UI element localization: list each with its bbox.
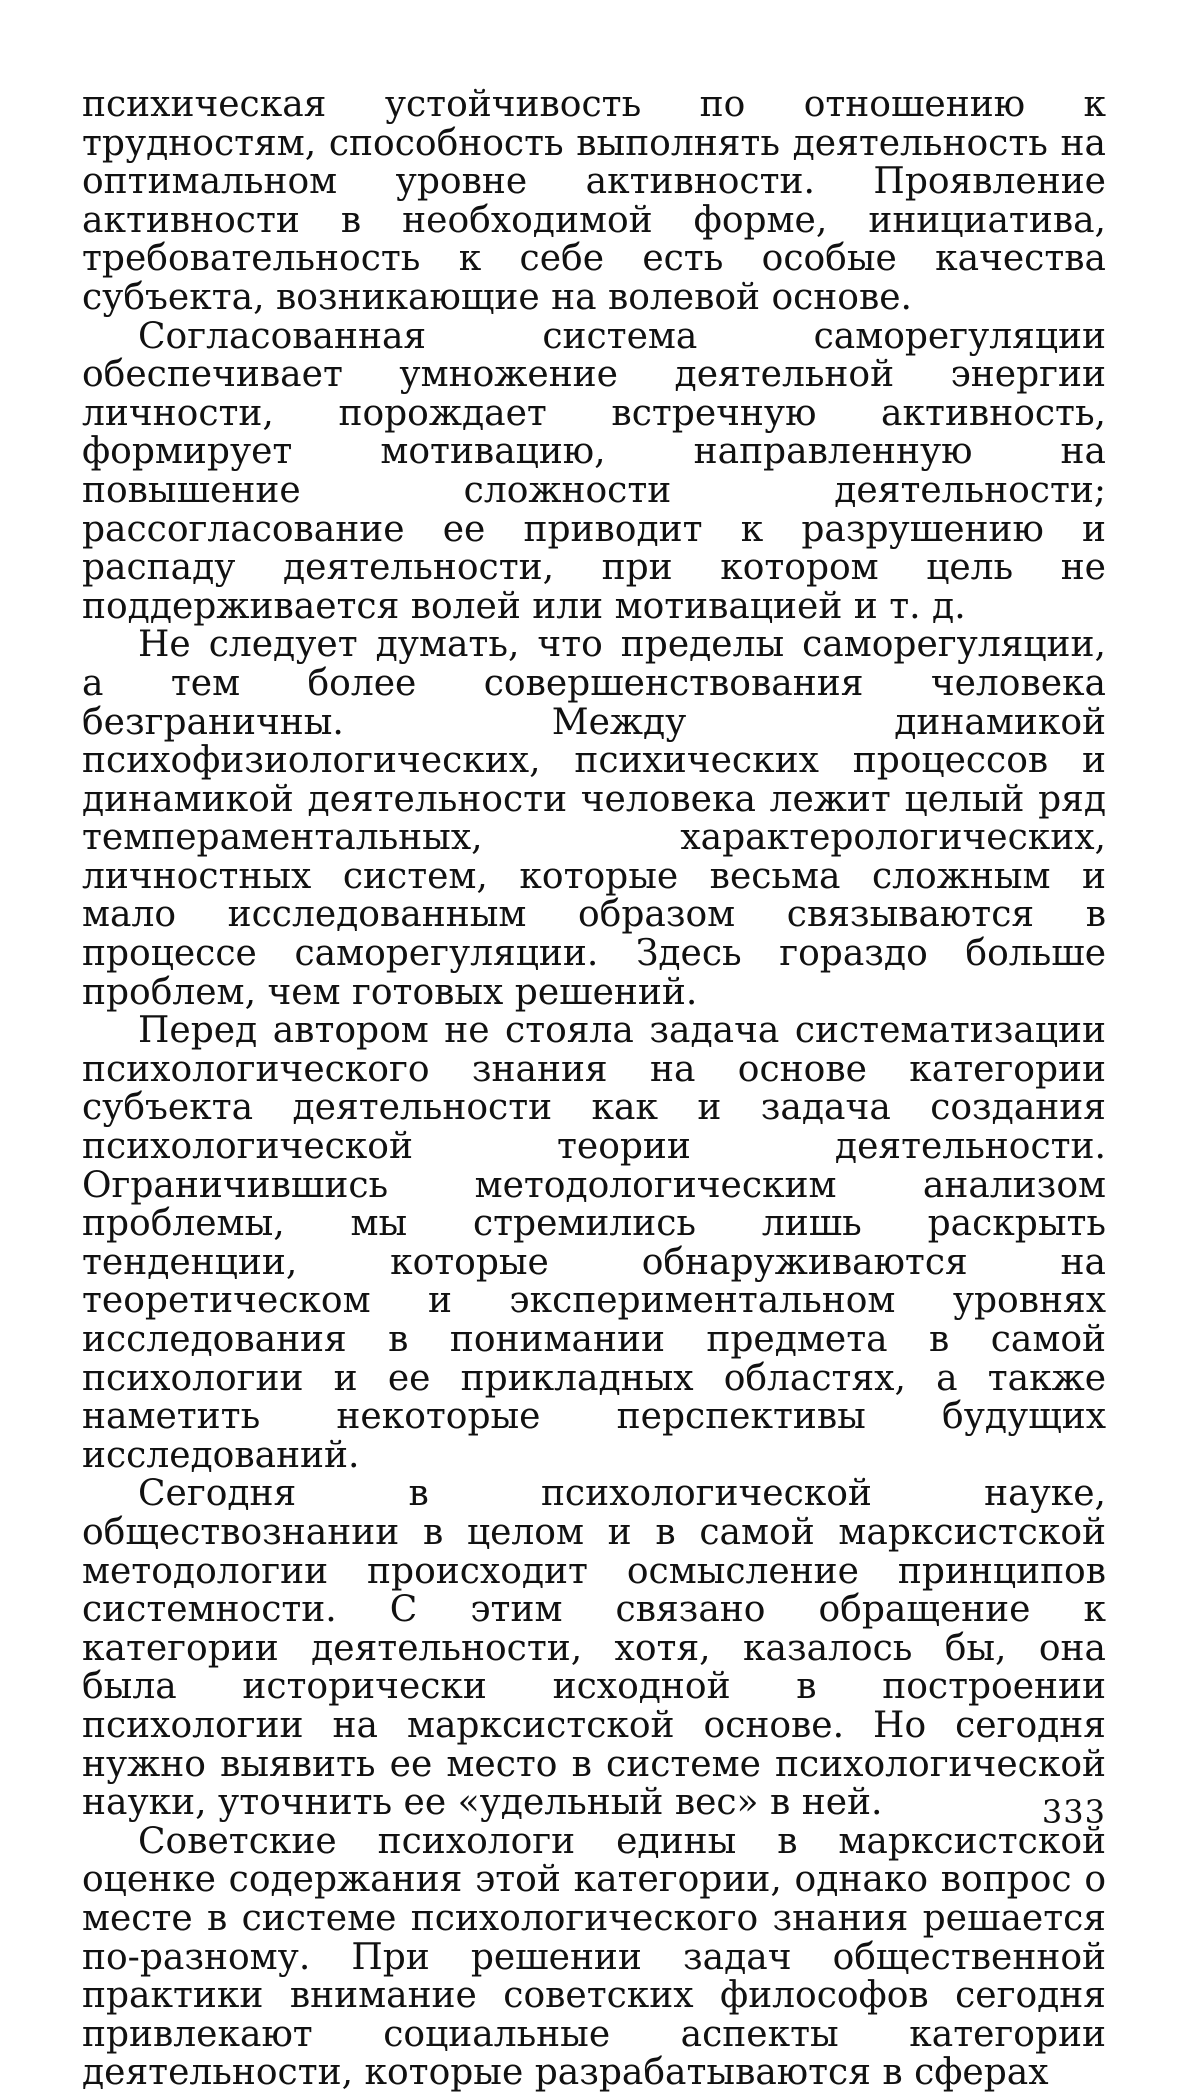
paragraph-4: Перед автором не стояла задача систематизации психологического знания на основе категории субъекта деятельности как и задача создания психологической теории деятельности. Ограничившись методологическим анализом проблемы, мы стремились лишь раскрыть тенденции, которые обнаруживаются на теоретическом и экспериментальном уровнях исследования в понимании предмета в самой психологии и ее прикладных областях, а также наметить некоторые перспективы будущих исследований.	[82, 1010, 1106, 1476]
paragraph-2: Согласованная система саморегуляции обеспечивает умножение деятельной энергии личности, порождает встречную активность, формирует мотивацию, направленную на повышение сложности деятельности; рассогласование ее приводит к разрушению и распаду деятельности, при котором цель не поддерживается волей или мотивацией и т. д.	[82, 315, 1106, 627]
paragraph-6: Советские психологи едины в марксистской оценке содержания этой категории, однако вопрос о месте в системе психологического знания решается по-разному. При решении задач общественной практики внимание советских философов сегодня привлекают социальные аспекты категории деятельности, которые разрабатываются в сферах	[82, 1820, 1106, 2093]
paragraph-3: Не следует думать, что пределы саморегуляции, а тем более совершенствования человека безграничны. Между динамикой психофизиологических, психических процессов и динамикой деятельности человека лежит целый ряд темпераментальных, характерологических, личностных систем, которые весьма сложным и мало исследованным образом связываются в процессе саморегуляции. Здесь гораздо больше проблем, чем готовых решений.	[82, 624, 1106, 1013]
page-body	[82, 86, 1106, 2093]
paragraph-1: психическая устойчивость по отношению к трудностям, способность выполнять деятельность на оптимальном уровне активности. Проявление активности в необходимой форме, инициатива, требовательность к себе есть особые качества субъекта, возникающие на волевой основе.	[82, 84, 1106, 318]
paragraph-5: Сегодня в психологической науке, обществознании в целом и в самой марксистской методологии происходит осмысление принципов системности. С этим связано обращение к категории деятельности, хотя, казалось бы, она была исторически исходной в построении психологии на марксистской основе. Но сегодня нужно выявить ее место в системе психологической науки, уточнить ее «удельный вес» в ней.	[82, 1473, 1106, 1824]
page-number: 333	[1041, 1793, 1106, 1831]
